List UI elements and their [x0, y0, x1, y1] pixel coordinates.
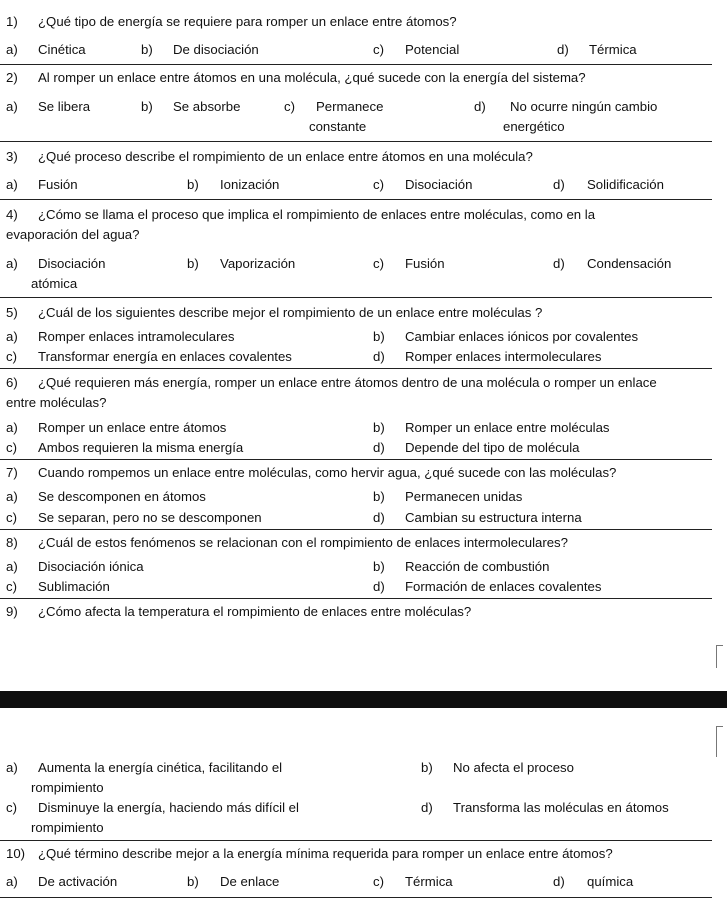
option-text[interactable]: Condensación	[587, 256, 672, 271]
option-text[interactable]: Depende del tipo de molécula	[405, 440, 580, 455]
option-text[interactable]: De enlace	[220, 874, 280, 889]
option-text[interactable]: Térmica	[589, 42, 637, 57]
divider	[0, 368, 712, 369]
option-text[interactable]: No afecta el proceso	[453, 760, 574, 775]
option-letter: a)	[6, 329, 18, 344]
option-text[interactable]: Cambian su estructura interna	[405, 510, 582, 525]
divider	[0, 598, 712, 599]
question-7-number: 7)	[6, 465, 18, 480]
question-3-number: 3)	[6, 149, 18, 164]
option-text[interactable]: Cinética	[38, 42, 86, 57]
option-letter: d)	[557, 42, 569, 57]
option-text-line2: atómica	[31, 276, 78, 291]
divider	[0, 297, 712, 298]
option-letter: c)	[6, 510, 17, 525]
option-letter: d)	[474, 99, 486, 114]
divider	[0, 897, 712, 898]
question-4-text: ¿Cómo se llama el proceso que implica el rompimiento de enlaces entre moléculas, como en la	[38, 207, 596, 222]
option-letter: a)	[6, 489, 18, 504]
option-letter: c)	[284, 99, 295, 114]
option-text[interactable]: Se absorbe	[173, 99, 241, 114]
question-5-text: ¿Cuál de los siguientes describe mejor el rompimiento de un enlace entre moléculas ?	[38, 305, 543, 320]
option-text[interactable]: Romper un enlace entre moléculas	[405, 420, 610, 435]
divider	[0, 141, 712, 142]
option-letter: d)	[373, 510, 385, 525]
divider	[0, 64, 712, 65]
question-10-text: ¿Qué término describe mejor a la energía mínima requerida para romper un enlace entre átomos?	[38, 846, 613, 861]
question-2-number: 2)	[6, 70, 18, 85]
option-text[interactable]: Vaporización	[220, 256, 296, 271]
option-letter: b)	[373, 559, 385, 574]
option-letter: a)	[6, 874, 18, 889]
option-letter: a)	[6, 99, 18, 114]
option-text[interactable]: Se separan, pero no se descomponen	[38, 510, 262, 525]
option-letter: b)	[187, 874, 199, 889]
option-text-line2: energético	[503, 119, 565, 134]
option-text[interactable]: Disociación	[405, 177, 473, 192]
option-letter: b)	[373, 329, 385, 344]
question-7-text: Cuando rompemos un enlace entre moléculas, como hervir agua, ¿qué sucede con las moléculas?	[38, 465, 617, 480]
question-6-text: ¿Qué requieren más energía, romper un enlace entre átomos dentro de una molécula o romper un enlace	[38, 375, 657, 390]
question-4-number: 4)	[6, 207, 18, 222]
page-break-band	[0, 691, 727, 708]
option-letter: d)	[553, 177, 565, 192]
option-text[interactable]: Aumenta la energía cinética, facilitando el	[38, 760, 283, 775]
margin-bracket	[716, 645, 723, 668]
divider	[0, 840, 712, 841]
option-text-line2: constante	[309, 119, 367, 134]
option-text[interactable]: Sublimación	[38, 579, 110, 594]
question-1-text: ¿Qué tipo de energía se requiere para romper un enlace entre átomos?	[38, 14, 457, 29]
option-text[interactable]: Ionización	[220, 177, 280, 192]
option-text[interactable]: Se libera	[38, 99, 91, 114]
question-9-number: 9)	[6, 604, 18, 619]
question-6-number: 6)	[6, 375, 18, 390]
option-letter: a)	[6, 760, 18, 775]
option-text[interactable]: Disociación iónica	[38, 559, 144, 574]
question-3-text: ¿Qué proceso describe el rompimiento de un enlace entre átomos en una molécula?	[38, 149, 533, 164]
option-letter: b)	[187, 256, 199, 271]
margin-bracket	[716, 726, 723, 757]
option-letter: d)	[553, 874, 565, 889]
option-text[interactable]: Ambos requieren la misma energía	[38, 440, 244, 455]
option-text[interactable]: Romper enlaces intermoleculares	[405, 349, 602, 364]
option-letter: c)	[373, 42, 384, 57]
option-letter: b)	[187, 177, 199, 192]
option-letter: b)	[373, 420, 385, 435]
option-text[interactable]: Permanece	[316, 99, 384, 114]
question-6-text-line2: entre moléculas?	[6, 395, 107, 410]
question-4-text-line2: evaporación del agua?	[6, 227, 140, 242]
option-letter: d)	[373, 579, 385, 594]
option-text-line2: rompimiento	[31, 780, 104, 795]
option-text[interactable]: De disociación	[173, 42, 259, 57]
option-text[interactable]: Fusión	[405, 256, 445, 271]
option-letter: a)	[6, 42, 18, 57]
option-letter: b)	[141, 42, 153, 57]
option-letter: c)	[6, 349, 17, 364]
option-letter: c)	[6, 800, 17, 815]
option-text[interactable]: Transformar energía en enlaces covalentes	[38, 349, 292, 364]
question-5-number: 5)	[6, 305, 18, 320]
option-letter: d)	[553, 256, 565, 271]
option-text[interactable]: Permanecen unidas	[405, 489, 523, 504]
option-letter: c)	[373, 177, 384, 192]
divider	[0, 459, 712, 460]
question-1-number: 1)	[6, 14, 18, 29]
option-letter: b)	[421, 760, 433, 775]
question-10-number: 10)	[6, 846, 26, 861]
option-letter: c)	[6, 579, 17, 594]
option-text[interactable]: Se descomponen en átomos	[38, 489, 206, 504]
divider	[0, 529, 712, 530]
option-text[interactable]: Reacción de combustión	[405, 559, 550, 574]
option-text[interactable]: Solidificación	[587, 177, 664, 192]
option-text[interactable]: Disociación	[38, 256, 106, 271]
divider	[0, 199, 712, 200]
option-text-line2: rompimiento	[31, 820, 104, 835]
option-letter: c)	[373, 874, 384, 889]
option-letter: b)	[373, 489, 385, 504]
option-text[interactable]: No ocurre ningún cambio	[510, 99, 658, 114]
option-letter: b)	[141, 99, 153, 114]
option-text[interactable]: Cambiar enlaces iónicos por covalentes	[405, 329, 639, 344]
question-9-text: ¿Cómo afecta la temperatura el rompimiento de enlaces entre moléculas?	[38, 604, 472, 619]
option-letter: c)	[6, 440, 17, 455]
option-letter: a)	[6, 420, 18, 435]
option-text[interactable]: química	[587, 874, 634, 889]
option-letter: c)	[373, 256, 384, 271]
question-2-text: Al romper un enlace entre átomos en una molécula, ¿qué sucede con la energía del sistema?	[38, 70, 586, 85]
option-letter: d)	[373, 349, 385, 364]
option-text[interactable]: Térmica	[405, 874, 453, 889]
option-text[interactable]: Romper un enlace entre átomos	[38, 420, 227, 435]
option-letter: d)	[421, 800, 433, 815]
option-text[interactable]: Romper enlaces intramoleculares	[38, 329, 235, 344]
option-text[interactable]: De activación	[38, 874, 118, 889]
option-letter: d)	[373, 440, 385, 455]
option-letter: a)	[6, 559, 18, 574]
question-8-text: ¿Cuál de estos fenómenos se relacionan con el rompimiento de enlaces intermoleculares?	[38, 535, 568, 550]
question-8-number: 8)	[6, 535, 18, 550]
option-letter: a)	[6, 177, 18, 192]
option-text[interactable]: Potencial	[405, 42, 460, 57]
option-text[interactable]: Transforma las moléculas en átomos	[453, 800, 669, 815]
option-text[interactable]: Fusión	[38, 177, 78, 192]
option-letter: a)	[6, 256, 18, 271]
option-text[interactable]: Formación de enlaces covalentes	[405, 579, 602, 594]
option-text[interactable]: Disminuye la energía, haciendo más difícil el	[38, 800, 299, 815]
